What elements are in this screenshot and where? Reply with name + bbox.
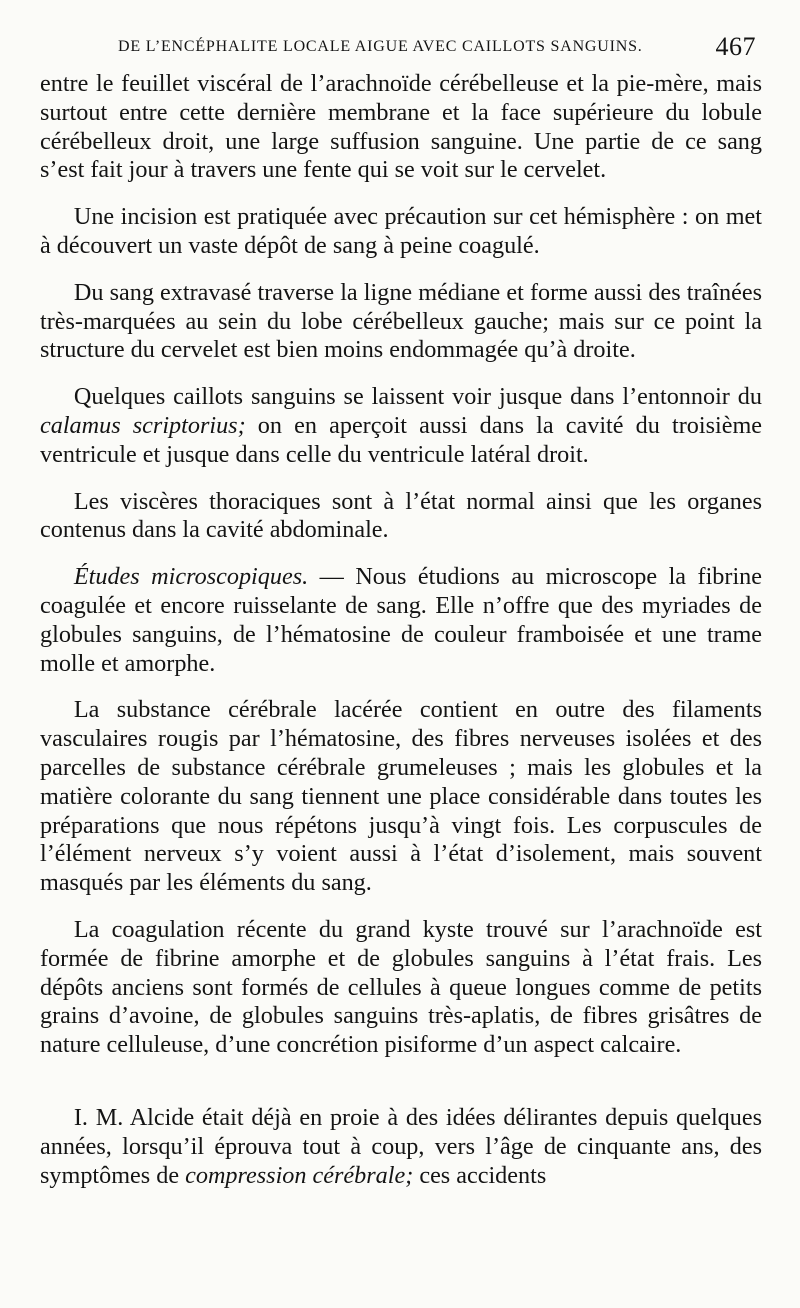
running-title: DE L’ENCÉPHALITE LOCALE AIGUE AVEC CAILLOTS SANGUINS. [118,38,643,55]
paragraph-3: Du sang extravasé traverse la ligne médiane et forme aussi des traînées très-marquées au sein du lobe cérébelleux gauche; mais sur ce point la structure du cervelet est bien moins endommagée qu’à droite. [40,278,762,364]
paragraph-7: La substance cérébrale lacérée contient en outre des filaments vasculaires rougis par l’hématosine, des fibres nerveuses isolées et des parcelles de substance cérébrale grumeleuses ; mais les globules et la matière colorante du sang tiennent une place considérable dans toutes les préparations que nous répétons jusqu’à vingt fois. Les corpuscules de l’élément nerveux s’y voient aussi à l’état d’isolement, mais souvent masqués par les éléments du sang. [40,696,762,897]
paragraph-4-italic-term: calamus scriptorius; [40,411,246,439]
paragraph-9-text-end: ces accidents [413,1161,547,1189]
section-heading-italic: Études microscopiques. [73,563,309,591]
paragraph-4-text-start: Quelques caillots sanguins se laissent voir jusque dans l’entonnoir du [73,383,762,411]
running-head [118,32,758,68]
body-text [40,70,762,1190]
paragraph-1: entre le feuillet viscéral de l’arachnoïde cérébelleuse et la pie-mère, mais surtout entre cette dernière membrane et la face supérieure du lobule cérébelleux droit, une large suffusion sanguine. Une partie de ce sang s’est fait jour à travers une fente qui se voit sur le cervelet. [40,70,762,184]
paragraph-9 [40,1104,762,1190]
paragraph-6 [40,563,762,678]
paragraph-5: Les viscères thoraciques sont à l’état normal ainsi que les organes contenus dans la cavité abdominale. [40,487,762,544]
paragraph-4-text-end: on en aperçoit aussi dans la cavité du troisième ventricule et jusque dans celle du ventricule latéral droit. [40,411,762,468]
paragraph-8: La coagulation récente du grand kyste trouvé sur l’arachnoïde est formée de fibrine amorphe et de globules sanguins à l’état frais. Les dépôts anciens sont formés de cellules à queue longues comme de petits grains d’avoine, de globules sanguins très-aplatis, de fibres grisâtres de nature celluleuse, d’une concrétion pisiforme d’un aspect calcaire. [40,915,762,1059]
paragraph-2: Une incision est pratiquée avec précaution sur cet hémisphère : on met à découvert un vaste dépôt de sang à peine coagulé. [40,203,762,259]
page-number: 467 [715,32,756,61]
case-gap [40,1060,762,1104]
paragraph-6-text: — Nous étudions au microscope la fibrine coagulée et encore ruisselante de sang. Elle n’offre que des myriades de globules sanguins, de l’hématosine de couleur framboisée et une trame molle et amorphe. [40,563,763,677]
paragraph-9-italic-term: compression cérébrale; [185,1161,414,1189]
paragraph-4 [40,383,762,469]
paragraph-9-text-start: I. M. Alcide était déjà en proie à des idées délirantes depuis quelques années, lorsqu’il éprouva tout à coup, vers l’âge de cinquante ans, des symptômes de [40,1103,762,1189]
